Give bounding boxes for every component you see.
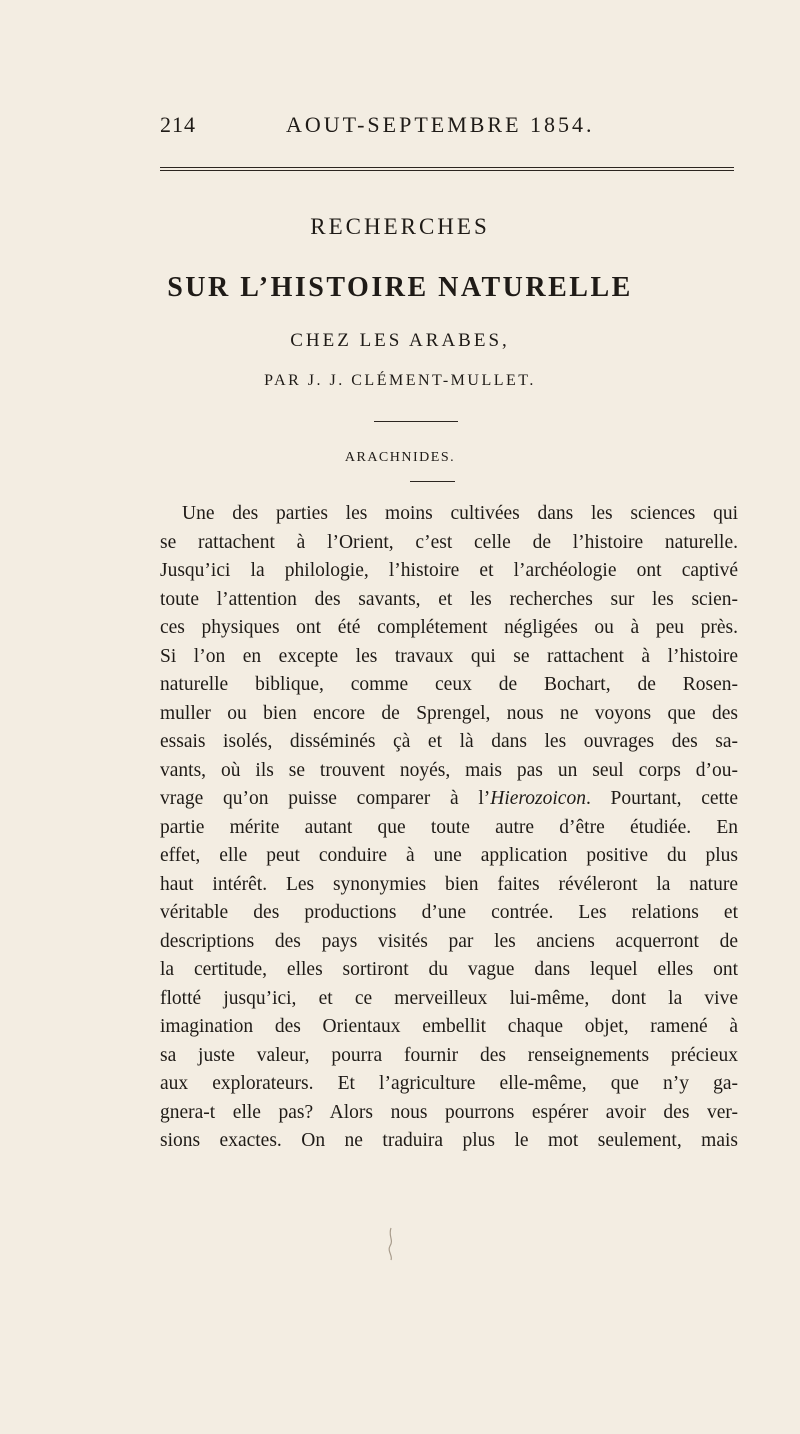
blemish-mark-icon <box>384 1226 398 1262</box>
article-title-line-1: RECHERCHES <box>310 214 490 239</box>
body-line: essais isolés, disséminés çà et là dans les ouvrages des sa- <box>160 731 738 752</box>
section-heading: ARACHNIDES. <box>344 450 456 465</box>
body-line: Jusqu’ici la philologie, l’histoire et l’archéologie ont captivé <box>160 560 738 581</box>
section-divider-rule <box>410 481 455 482</box>
body-line: partie mérite autant que toute autre d’être étudiée. En <box>160 816 738 838</box>
body-line: la certitude, elles sortiront du vague dans lequel elles ont <box>160 959 738 980</box>
italic-work-title: Hierozoicon <box>490 788 586 809</box>
body-line-with-italic-title <box>160 785 738 814</box>
running-title: AOUT-SEPTEMBRE 1854. <box>286 112 595 137</box>
body-line-segment: vrage qu’on puisse comparer à l’ <box>160 788 491 809</box>
body-line: se rattachent à l’Orient, c’est celle de l’histoire naturelle. <box>160 531 738 553</box>
body-line: imagination des Orientaux embellit chaque objet, ramené à <box>160 1016 738 1037</box>
body-line: haut intérêt. Les synonymies bien faites révéleront la nature <box>160 873 738 895</box>
body-line: sions exactes. On ne traduira plus le mot seulement, mais <box>160 1130 738 1151</box>
body-line-segment: . Pourtant, cette <box>585 788 738 809</box>
body-line: Si l’on en excepte les travaux qui se rattachent à l’histoire <box>160 645 738 667</box>
body-line: descriptions des pays visités par les anciens acquerront de <box>160 930 738 952</box>
article-author: PAR J. J. CLÉMENT-MULLET. <box>264 372 536 389</box>
body-line: naturelle biblique, comme ceux de Bochart, de Rosen- <box>160 674 738 695</box>
header-double-rule <box>160 167 734 171</box>
body-line: aux explorateurs. Et l’agriculture elle-même, que n’y ga- <box>160 1073 738 1094</box>
body-line: gnera-t elle pas? Alors nous pourrons espérer avoir des ver- <box>160 1101 738 1123</box>
body-line: effet, elle peut conduire à une application positive du plus <box>160 845 738 866</box>
running-head <box>0 112 800 142</box>
article-title-line-3: CHEZ LES ARABES, <box>290 330 510 351</box>
page-number: 214 <box>160 112 196 137</box>
body-line: toute l’attention des savants, et les recherches sur les scien- <box>160 588 738 610</box>
body-line: flotté jusqu’ici, et ce merveilleux lui-même, dont la vive <box>160 987 738 1009</box>
body-line: ces physiques ont été complétement négligées ou à peu près. <box>160 617 738 638</box>
body-line: muller ou bien encore de Sprengel, nous ne voyons que des <box>160 702 738 724</box>
title-divider-rule <box>374 421 458 422</box>
body-line: Une des parties les moins cultivées dans les sciences qui <box>182 503 738 524</box>
body-line: véritable des productions d’une contrée. Les relations et <box>160 902 738 923</box>
body-line: vants, où ils se trouvent noyés, mais pas un seul corps d’ou- <box>160 759 738 781</box>
body-paragraph <box>160 500 738 1156</box>
body-line: sa juste valeur, pourra fournir des renseignements précieux <box>160 1044 738 1066</box>
paper-blemish <box>384 1226 398 1268</box>
article-title-line-2: SUR L’HISTOIRE NATURELLE <box>167 272 633 303</box>
